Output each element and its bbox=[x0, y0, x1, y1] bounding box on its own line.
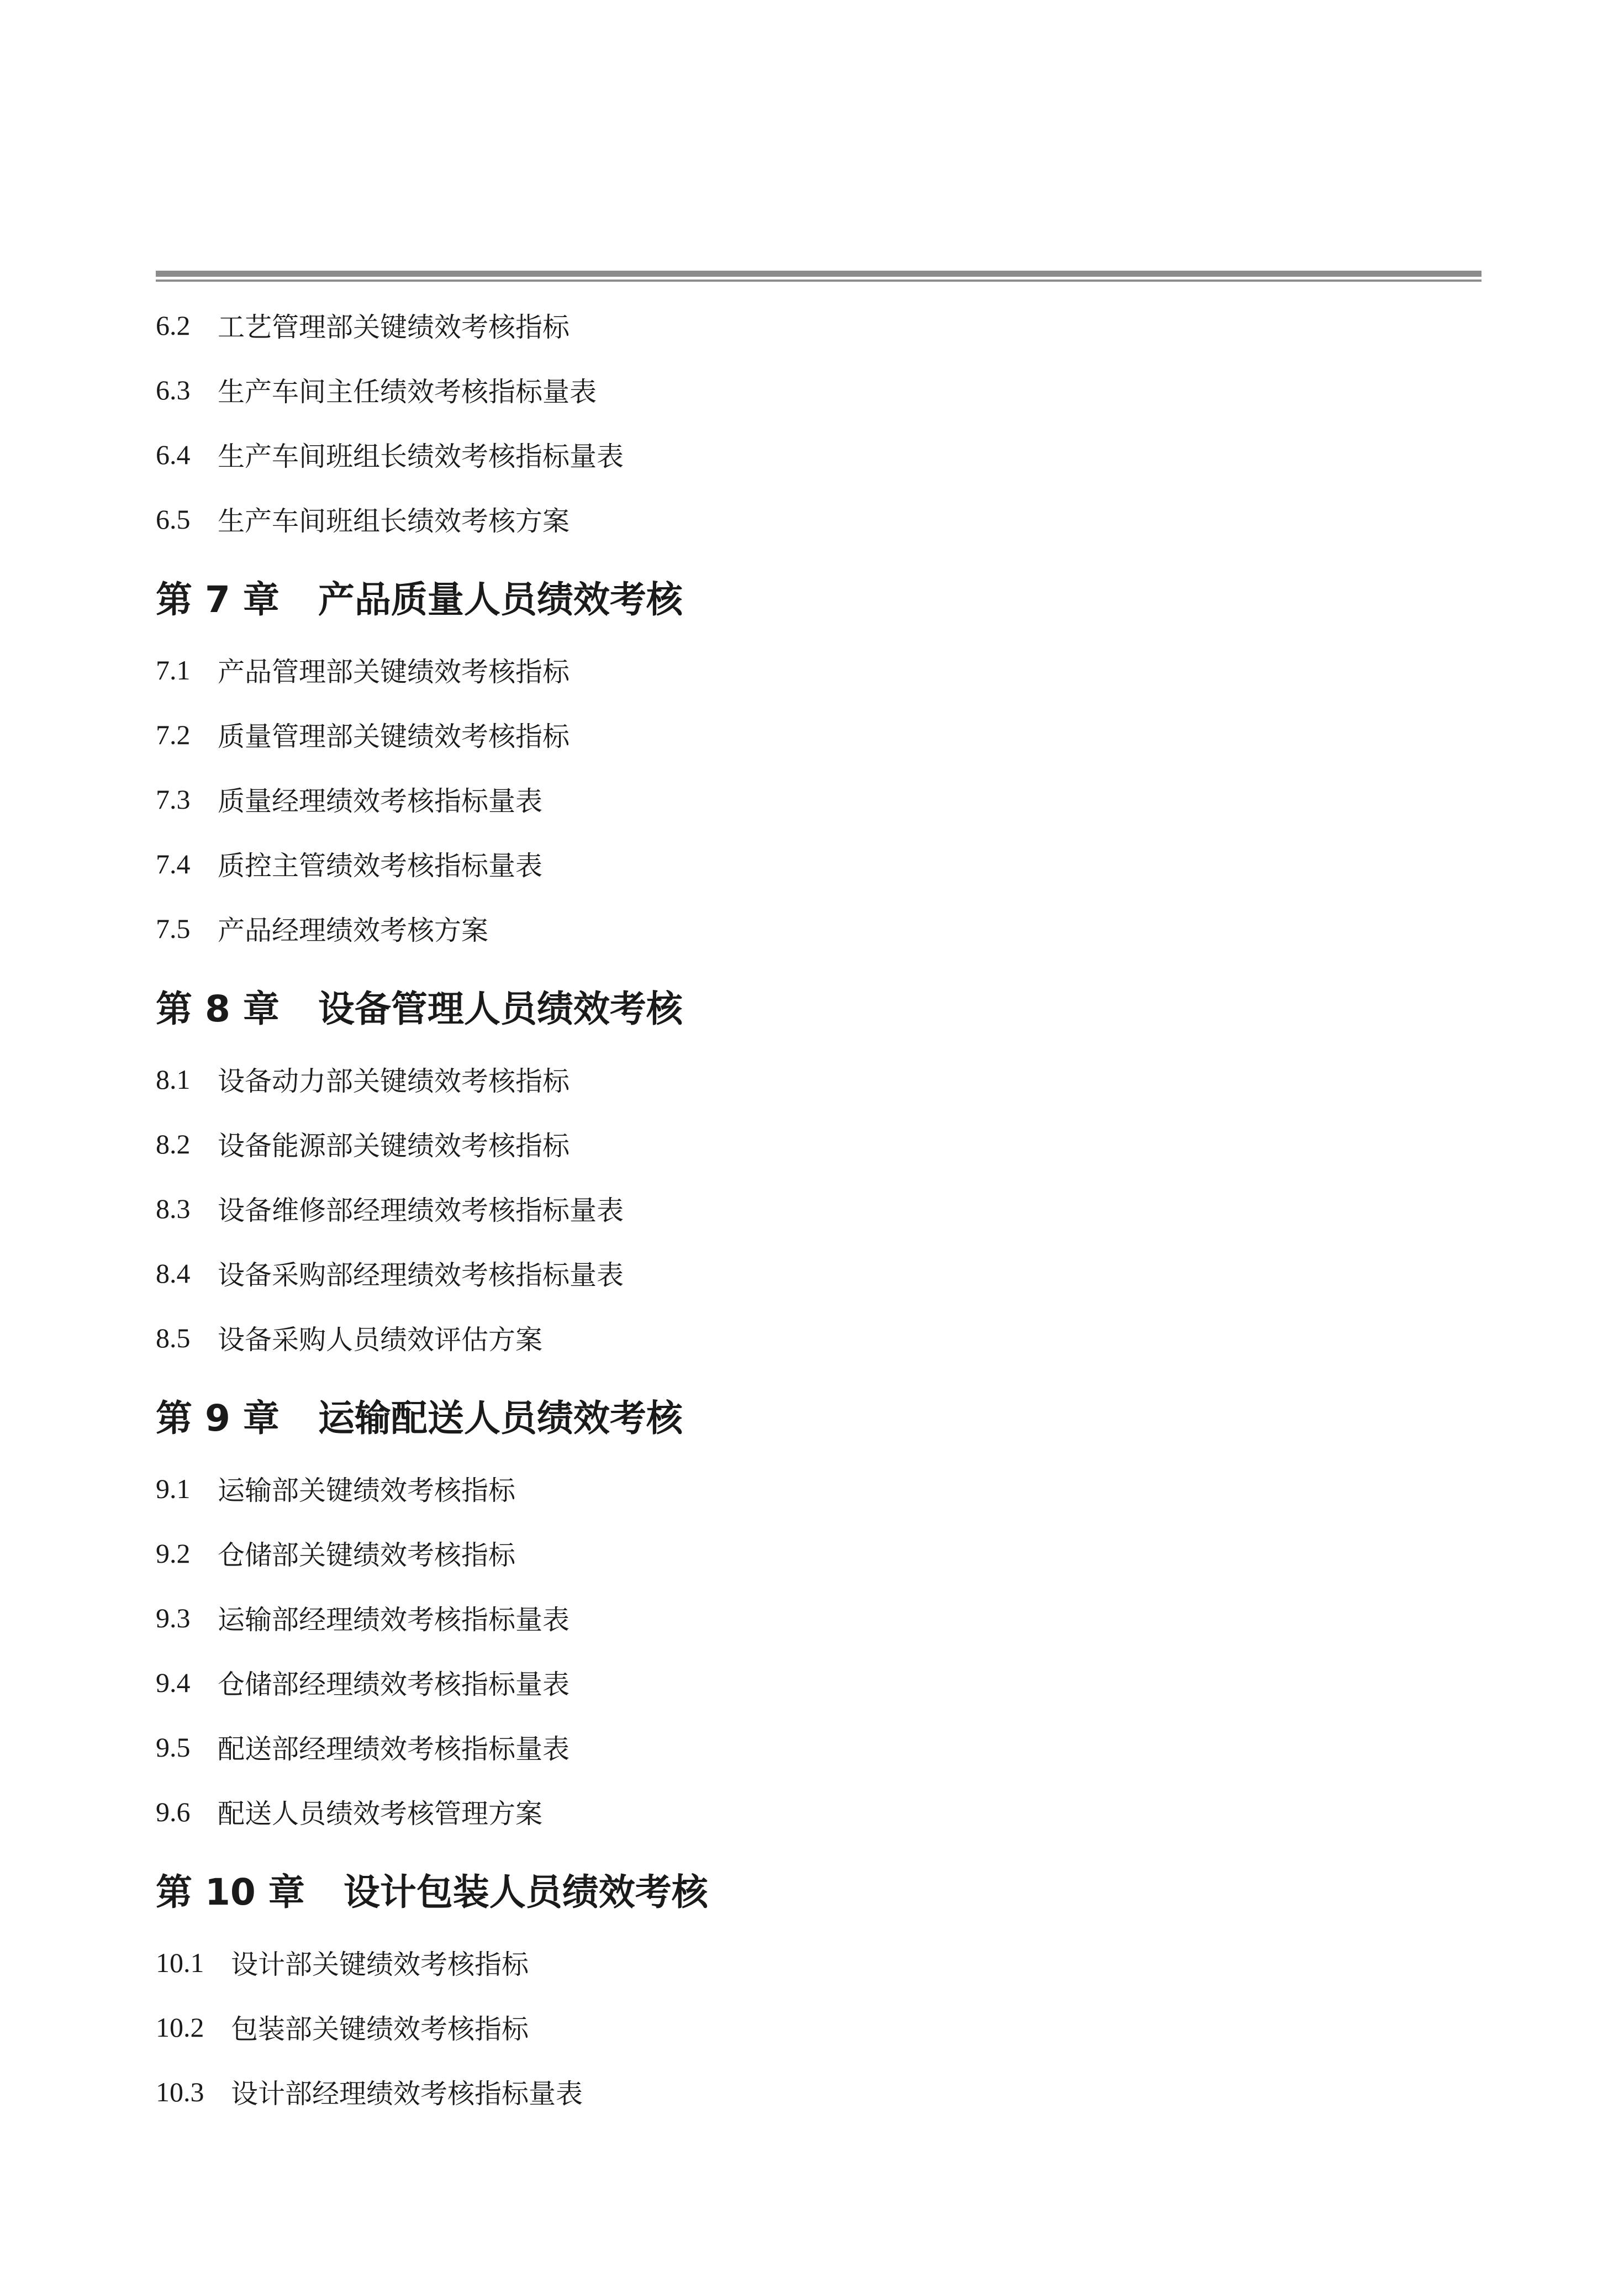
section-title: 设计部经理绩效考核指标量表 bbox=[231, 2078, 583, 2110]
section-number: 9.4 bbox=[156, 1667, 191, 1698]
section-title: 运输部关键绩效考核指标 bbox=[218, 1474, 516, 1506]
toc-entry bbox=[156, 1995, 1481, 2059]
toc-entry bbox=[156, 1047, 1481, 1111]
section-title: 配送人员绩效考核管理方案 bbox=[218, 1797, 543, 1830]
toc-entry bbox=[156, 1456, 1481, 1521]
chapter-number: 第 9 章 bbox=[156, 1396, 280, 1440]
section-title: 配送部经理绩效考核指标量表 bbox=[218, 1733, 570, 1765]
section-title: 设计部关键绩效考核指标 bbox=[231, 1948, 529, 1980]
section-title: 设备能源部关键绩效考核指标 bbox=[218, 1130, 570, 1162]
toc-entry bbox=[156, 1111, 1481, 1176]
toc-entry bbox=[156, 1241, 1481, 1305]
toc-chapter-heading bbox=[156, 555, 1481, 637]
toc-entry bbox=[156, 637, 1481, 702]
toc-entry bbox=[156, 1521, 1481, 1585]
toc-entry bbox=[156, 896, 1481, 961]
section-number: 10.2 bbox=[156, 2011, 204, 2043]
section-number: 6.2 bbox=[156, 309, 191, 341]
section-number: 8.3 bbox=[156, 1193, 191, 1224]
section-number: 7.2 bbox=[156, 719, 191, 750]
section-number: 9.1 bbox=[156, 1473, 191, 1504]
section-title: 设备采购部经理绩效考核指标量表 bbox=[218, 1259, 624, 1291]
chapter-title: 设备管理人员绩效考核 bbox=[318, 987, 683, 1030]
section-number: 8.2 bbox=[156, 1128, 191, 1159]
section-number: 6.3 bbox=[156, 374, 191, 405]
chapter-title: 设计包装人员绩效考核 bbox=[343, 1870, 708, 1913]
section-title: 质控主管绩效考核指标量表 bbox=[218, 850, 543, 882]
section-title: 生产车间主任绩效考核指标量表 bbox=[218, 376, 597, 408]
chapter-number: 第 10 章 bbox=[156, 1870, 305, 1913]
toc-entry bbox=[156, 1930, 1481, 1995]
section-title: 质量管理部关键绩效考核指标 bbox=[218, 720, 570, 752]
toc-entry bbox=[156, 767, 1481, 831]
toc-entry bbox=[156, 1585, 1481, 1650]
section-title: 运输部经理绩效考核指标量表 bbox=[218, 1604, 570, 1636]
section-title: 包装部关键绩效考核指标 bbox=[231, 2013, 529, 2045]
toc-entry bbox=[156, 831, 1481, 896]
section-title: 设备动力部关键绩效考核指标 bbox=[218, 1065, 570, 1097]
section-title: 生产车间班组长绩效考核方案 bbox=[218, 505, 570, 537]
section-number: 9.3 bbox=[156, 1602, 191, 1633]
toc-entry bbox=[156, 702, 1481, 767]
chapter-title: 运输配送人员绩效考核 bbox=[318, 1396, 683, 1440]
section-title: 仓储部经理绩效考核指标量表 bbox=[218, 1668, 570, 1700]
section-number: 7.4 bbox=[156, 848, 191, 879]
section-number: 6.5 bbox=[156, 503, 191, 535]
toc-chapter-heading bbox=[156, 1847, 1481, 1930]
section-title: 设备维修部经理绩效考核指标量表 bbox=[218, 1194, 624, 1226]
section-number: 9.2 bbox=[156, 1537, 191, 1569]
section-number: 7.5 bbox=[156, 913, 191, 944]
header-rule bbox=[156, 271, 1481, 282]
toc-entry bbox=[156, 357, 1481, 422]
toc-entry bbox=[156, 1176, 1481, 1241]
section-number: 7.3 bbox=[156, 783, 191, 815]
toc-entry bbox=[156, 1305, 1481, 1370]
section-number: 10.1 bbox=[156, 1947, 204, 1978]
toc-entry bbox=[156, 1650, 1481, 1715]
toc-entry bbox=[156, 487, 1481, 551]
header-rule-thick bbox=[156, 271, 1481, 277]
chapter-number: 第 8 章 bbox=[156, 987, 280, 1030]
chapter-number: 第 7 章 bbox=[156, 578, 280, 621]
section-number: 8.5 bbox=[156, 1322, 191, 1353]
section-number: 9.5 bbox=[156, 1731, 191, 1763]
section-title: 质量经理绩效考核指标量表 bbox=[218, 785, 543, 817]
section-title: 生产车间班组长绩效考核指标量表 bbox=[218, 440, 624, 472]
section-title: 产品经理绩效考核方案 bbox=[218, 914, 489, 946]
section-number: 6.4 bbox=[156, 439, 191, 470]
toc-entry bbox=[156, 422, 1481, 487]
toc-chapter-heading bbox=[156, 1373, 1481, 1456]
section-number: 10.3 bbox=[156, 2076, 204, 2107]
section-title: 工艺管理部关键绩效考核指标 bbox=[218, 311, 570, 343]
toc-chapter-heading bbox=[156, 964, 1481, 1047]
toc-entry bbox=[156, 1715, 1481, 1779]
section-title: 仓储部关键绩效考核指标 bbox=[218, 1539, 516, 1571]
section-number: 8.1 bbox=[156, 1063, 191, 1095]
section-number: 7.1 bbox=[156, 654, 191, 686]
section-title: 产品管理部关键绩效考核指标 bbox=[218, 656, 570, 688]
toc-entry bbox=[156, 293, 1481, 357]
header-rule-thin bbox=[156, 280, 1481, 282]
section-number: 9.6 bbox=[156, 1796, 191, 1827]
toc-entry bbox=[156, 1779, 1481, 1844]
section-number: 8.4 bbox=[156, 1257, 191, 1289]
chapter-title: 产品质量人员绩效考核 bbox=[318, 578, 683, 621]
toc-entry bbox=[156, 2059, 1481, 2124]
section-title: 设备采购人员绩效评估方案 bbox=[218, 1324, 543, 1356]
table-of-contents bbox=[156, 293, 1481, 2124]
